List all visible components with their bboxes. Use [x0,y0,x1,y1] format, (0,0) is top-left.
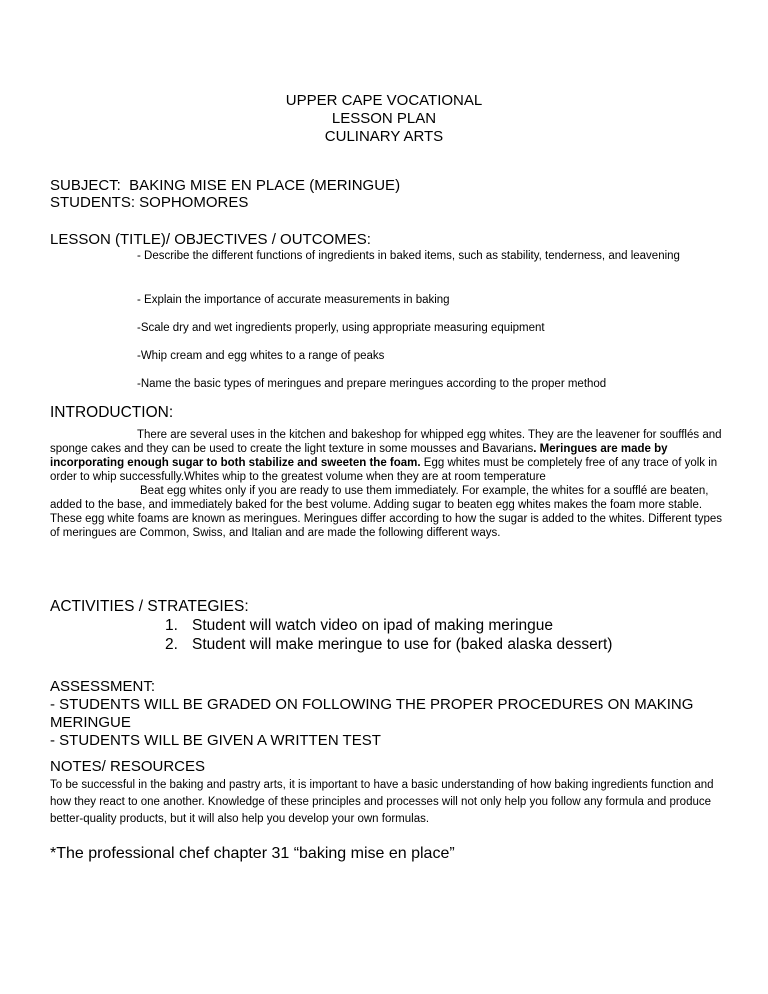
introduction-body [50,428,724,540]
reference-line: *The professional chef chapter 31 “baking mise en place” [50,845,455,862]
assessment-block [50,678,730,750]
list-item [165,635,612,654]
objectives-heading: LESSON (TITLE)/ OBJECTIVES / OUTCOMES: [50,231,371,248]
intro-paragraph-1 [50,428,724,484]
intro-paragraph-2: Beat egg whites only if you are ready to use them immediately. For example, the whites for a soufflé are beaten, added to the base, and immediately baked for the best volume. Adding sugar to beaten egg whites makes the foam more stable. These egg white foams are known as meringues. Meringues differ according to how the sugar is added to the whites. Different types of meringues are Common, Swiss, and Italian and are made the following different ways. [50,485,723,539]
assessment-heading: ASSESSMENT: [50,678,156,695]
intro-text: There are several uses in the kitchen and bakeshop for whipped egg whites. They are the leavener for soufflés and sponge cakes and they can be used to create the light texture in some mousses and Bavarians [50,429,722,455]
document-header [0,92,768,146]
doc-type: LESSON PLAN [331,110,437,127]
notes-body: To be successful in the baking and pastry arts, it is important to have a basic understanding of how baking ingredients function and how they react to one another. Knowledge of these principles and processes will not only help you follow any formula and produce better-quality products, but it will also help you develop your own formulas. [50,779,714,825]
intro-text: Egg whites must be completely free of any trace of yolk in order to whip successfully.Whites whip to the greatest volume when they are at room temperature [50,457,718,483]
activities-heading: ACTIVITIES / STRATEGIES: [50,598,249,615]
list-text: Student will make meringue to use for (baked alaska dessert) [192,636,613,653]
program-name: CULINARY ARTS [324,128,444,145]
objective-item: -Name the basic types of meringues and prepare meringues according to the proper method [137,378,607,390]
subject-block [50,177,400,211]
notes-heading: NOTES/ RESOURCES [50,758,206,775]
assessment-item: - STUDENTS WILL BE GRADED ON FOLLOWING THE PROPER PROCEDURES ON MAKING MERINGUE [50,696,694,731]
intro-bold-text: . Meringues are made by incorporating enough sugar to both stabilize and sweeten the foam. [50,443,668,469]
objective-item: - Explain the importance of accurate measurements in baking [137,294,450,306]
objective-item: -Whip cream and egg whites to a range of peaks [137,350,385,362]
assessment-item: - STUDENTS WILL BE GIVEN A WRITTEN TEST [50,732,381,749]
objective-item: - Describe the different functions of ingredients in baked items, such as stability, tenderness, and leavening [137,250,680,262]
list-text: Student will watch video on ipad of making meringue [192,617,554,634]
subject-line: SUBJECT: BAKING MISE EN PLACE (MERINGUE) [50,177,401,194]
list-item [165,616,612,635]
list-number: 1. [165,617,178,634]
students-line: STUDENTS: SOPHOMORES [50,194,249,211]
school-name: UPPER CAPE VOCATIONAL [285,92,483,109]
activities-list [165,616,612,654]
introduction-heading: INTRODUCTION: [50,404,174,421]
list-number: 2. [165,636,178,653]
objective-item: -Scale dry and wet ingredients properly, using appropriate measuring equipment [137,322,545,334]
